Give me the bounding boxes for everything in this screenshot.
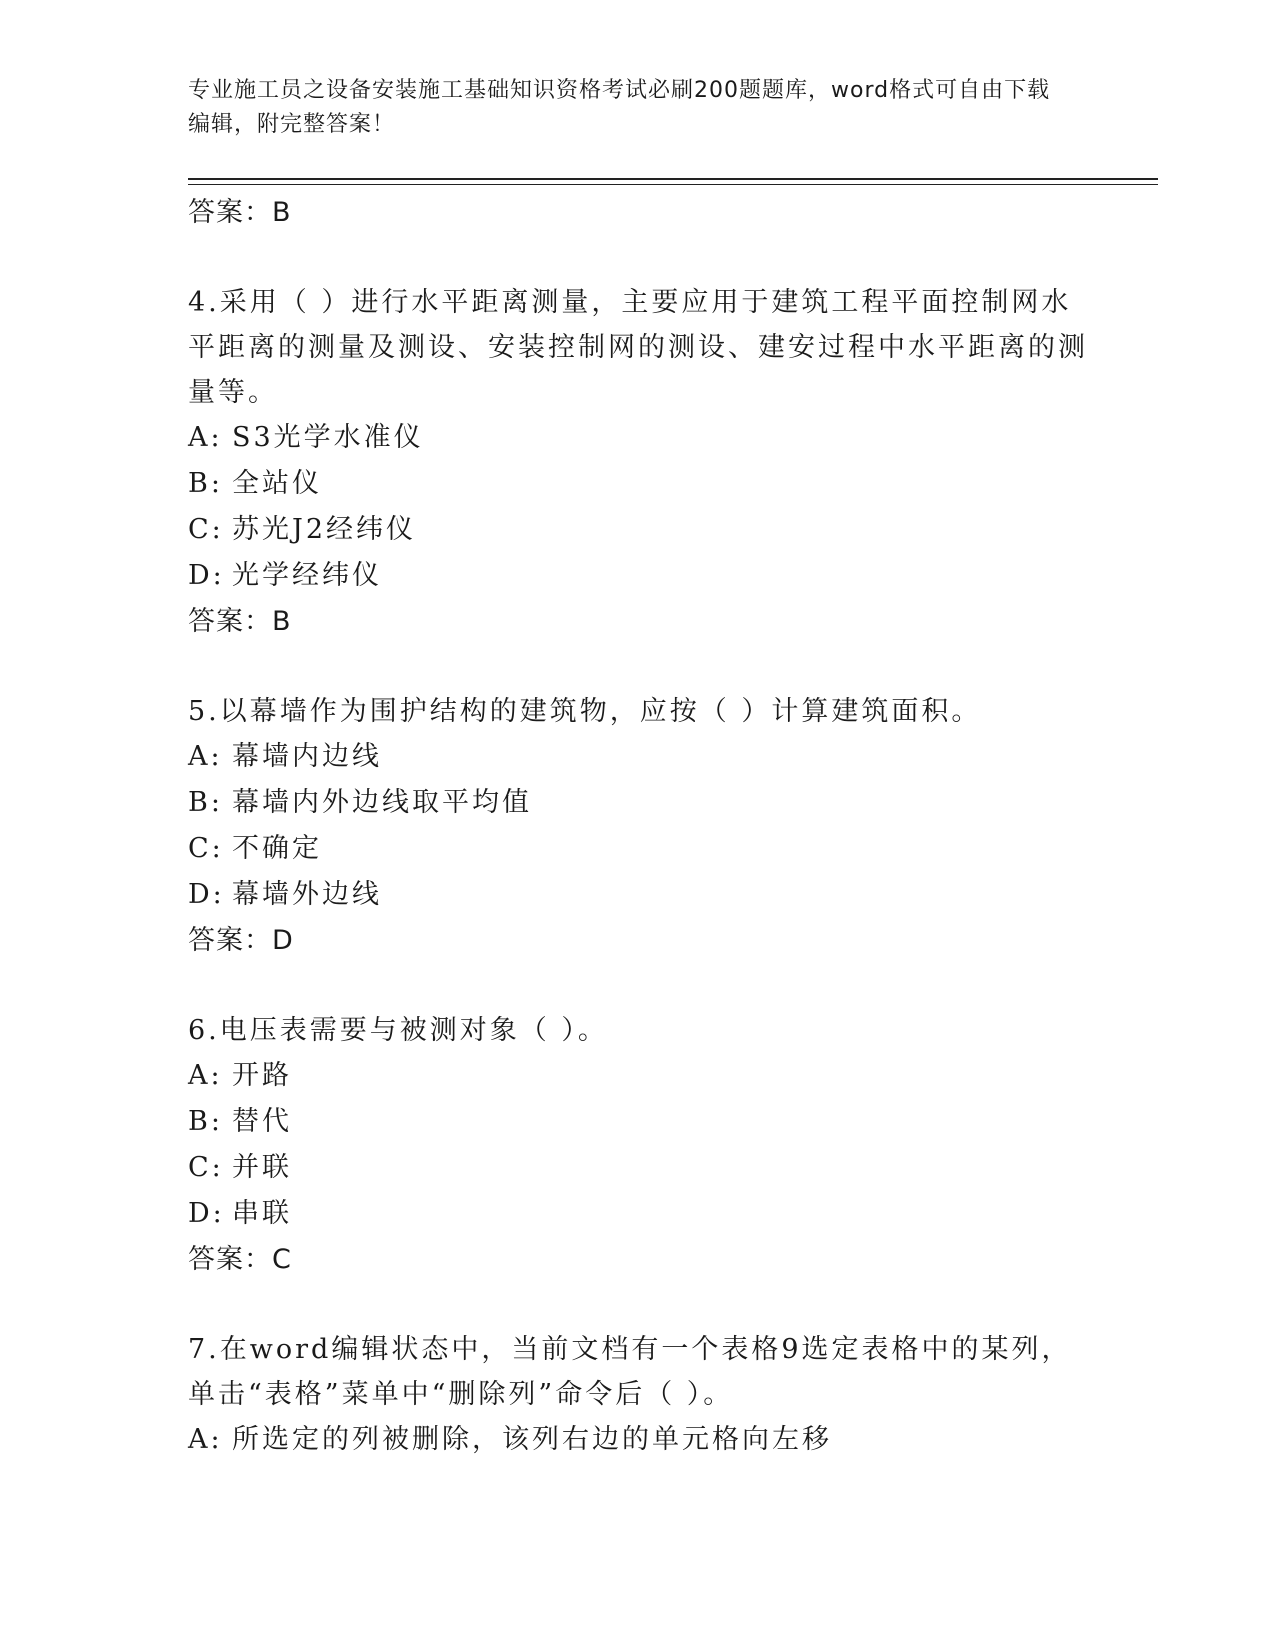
- header-title: 专业施工员之设备安装施工基础知识资格考试必刷200题题库，word格式可自由下载编辑，附完整答案！: [188, 78, 1051, 137]
- option-key: A:: [188, 1060, 223, 1091]
- option-text: 幕墙内外边线取平均值: [232, 787, 532, 818]
- answer-line: 答案：C: [188, 1244, 292, 1275]
- option-text: 苏光J2经纬仪: [232, 514, 417, 545]
- question-4: [188, 280, 1088, 645]
- option-a: [188, 1053, 1088, 1099]
- question-6: [188, 1008, 1088, 1283]
- option-key: B:: [188, 468, 223, 499]
- option-a: [188, 734, 1088, 780]
- document-body: [188, 190, 1088, 1463]
- question-7: [188, 1327, 1088, 1463]
- option-c: [188, 1145, 1088, 1191]
- header-rule-thick: [188, 178, 1158, 180]
- option-d: [188, 872, 1088, 918]
- answer-line: 答案：B: [188, 197, 292, 228]
- question-stem: 4.采用（ ）进行水平距离测量，主要应用于建筑工程平面控制网水平距离的测量及测设、安装控制网的测设、建安过程中水平距离的测量等。: [188, 287, 1088, 408]
- option-key: C:: [188, 833, 224, 864]
- option-b: [188, 780, 1088, 826]
- question-stem: 5.以幕墙作为围护结构的建筑物，应按（ ）计算建筑面积。: [188, 696, 982, 727]
- option-key: A:: [188, 422, 223, 453]
- option-key: A:: [188, 1424, 223, 1455]
- option-text: 幕墙外边线: [232, 879, 382, 910]
- page-header: [188, 74, 1068, 142]
- option-key: B:: [188, 1106, 223, 1137]
- option-text: 替代: [232, 1106, 292, 1137]
- option-key: C:: [188, 514, 224, 545]
- question-stem: 6.电压表需要与被测对象（ ）。: [188, 1015, 608, 1046]
- option-d: [188, 1191, 1088, 1237]
- option-key: D:: [188, 560, 225, 591]
- option-text: 所选定的列被删除，该列右边的单元格向左移: [232, 1424, 832, 1455]
- option-text: S3光学水准仪: [232, 422, 424, 453]
- answer-line: 答案：D: [188, 925, 294, 956]
- option-text: 并联: [232, 1152, 292, 1183]
- option-d: [188, 553, 1088, 599]
- option-key: D:: [188, 1198, 225, 1229]
- option-text: 光学经纬仪: [232, 560, 382, 591]
- header-rule-thin: [188, 184, 1158, 185]
- option-key: D:: [188, 879, 225, 910]
- option-text: 开路: [232, 1060, 292, 1091]
- option-c: [188, 507, 1088, 553]
- question-5: [188, 689, 1088, 964]
- option-text: 全站仪: [232, 468, 322, 499]
- option-a: [188, 415, 1088, 461]
- option-b: [188, 461, 1088, 507]
- option-key: B:: [188, 787, 223, 818]
- answer-line: 答案：B: [188, 606, 292, 637]
- option-text: 不确定: [232, 833, 322, 864]
- option-key: A:: [188, 741, 223, 772]
- option-c: [188, 826, 1088, 872]
- option-key: C:: [188, 1152, 224, 1183]
- option-text: 幕墙内边线: [232, 741, 382, 772]
- question-stem: 7.在word编辑状态中，当前文档有一个表格9选定表格中的某列，单击“表格”菜单中“删除列”命令后（ ）。: [188, 1334, 1072, 1410]
- option-a: [188, 1417, 1088, 1463]
- option-text: 串联: [232, 1198, 292, 1229]
- option-b: [188, 1099, 1088, 1145]
